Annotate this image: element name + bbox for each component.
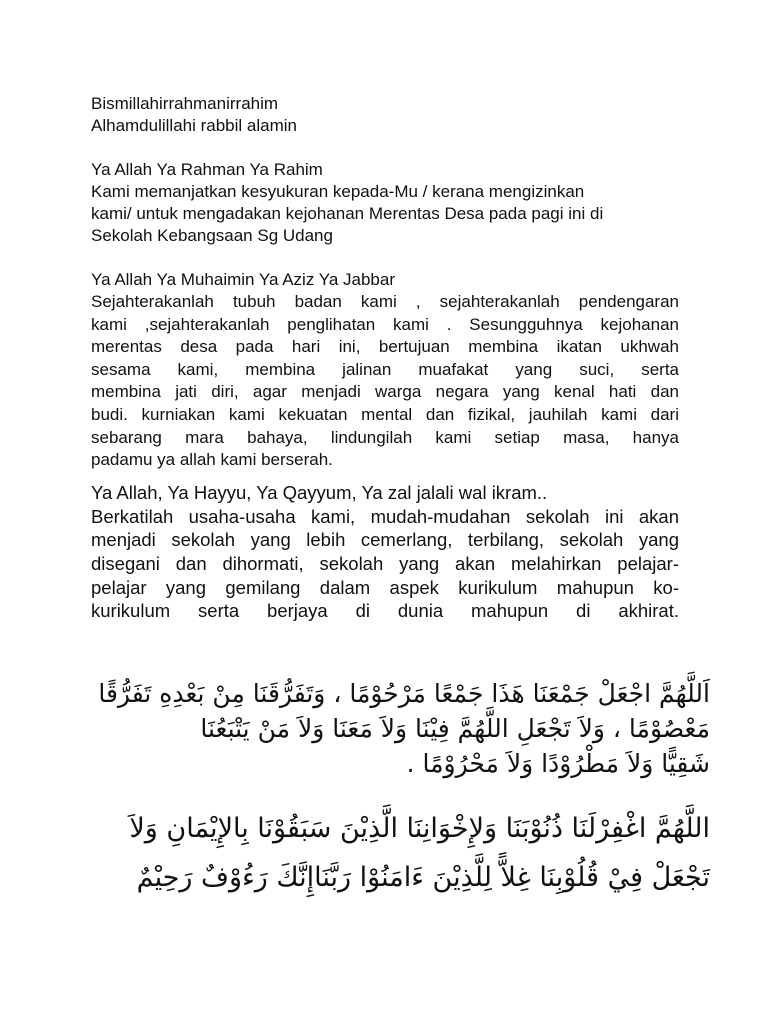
arabic-line: اللَّهُمَّ اغْفِرْلَنَا ذُنُوْبَنَا وَلإِخْوَانِنَا الَّذِيْنَ سَبَقُوْنَا بِالإِيْمَانِ وَلاَ xyxy=(129,813,710,844)
document-page xyxy=(91,93,679,623)
section1-line: Sekolah Kebangsaan Sg Udang xyxy=(91,226,333,245)
spacer xyxy=(91,247,679,269)
section2-line: merentas desa pada hari ini, bertujuan membina ikatan ukhwah xyxy=(91,337,679,357)
section3-line: Berkatilah usaha-usaha kami, mudah-mudahan sekolah ini akan xyxy=(91,505,679,527)
arabic-line: مَعْصُوْمًا ، وَلاَ تَجْعَلِ اللَّهُمَّ فِيْنَا وَلاَ مَعَنَا وَلاَ مَنْ يَتْبَعُنَا xyxy=(200,714,710,743)
section2-line: sebarang mara bahaya, lindungilah kami setiap masa, hanya xyxy=(91,427,679,447)
section2-line: budi. kurniakan kami kekuatan mental dan fizikal, jauhilah kami dari xyxy=(91,404,679,424)
arabic-line: شَقِيًّا وَلاَ مَطْرُوْدًا وَلاَ مَحْرُوْمًا . xyxy=(406,749,710,778)
arabic-prayer-1 xyxy=(60,676,710,781)
section2-line: kami ,sejahterakanlah penglihatan kami . Sesungguhnya kejohanan xyxy=(91,314,679,334)
section3-line: kurikulum serta berjaya di dunia mahupun di akhirat. xyxy=(91,600,679,622)
section1-line: Kami memanjatkan kesyukuran kepada-Mu / kerana mengizinkan xyxy=(91,182,585,201)
arabic-line: اَللَّهُمَّ اجْعَلْ جَمْعَنَا هَذَا جَمْعًا مَرْحُوْمًا ، وَتَفَرُّقَنَا مِنْ بَعْدِهِ تَفَرُّقًا xyxy=(98,679,710,708)
section2-line: padamu ya allah kami berserah. xyxy=(91,450,333,470)
section2-heading: Ya Allah Ya Muhaimin Ya Aziz Ya Jabbar xyxy=(91,270,395,289)
arabic-prayer-2 xyxy=(60,804,710,902)
opening-line: Bismillahirrahmanirrahim xyxy=(91,94,279,113)
section3-line: pelajar yang gemilang dalam aspek kurikulum mahupun ko- xyxy=(91,576,679,598)
section2-line: membina jati diri, agar menjadi warga negara yang kenal hati dan xyxy=(91,382,679,402)
section3-heading: Ya Allah, Ya Hayyu, Ya Qayyum, Ya zal jalali wal ikram.. xyxy=(91,481,548,503)
opening-line: Alhamdulillahi rabbil alamin xyxy=(91,116,297,135)
section2-line: sesama kami, membina jalinan muafakat yang suci, serta xyxy=(91,359,679,379)
arabic-line: تَجْعَلْ فِيْ قُلُوْبِنَا غِلاًّ لِلَّذِيْنَ ءَامَنُوْا رَبَّنَاإِنَّكَ رَءُوْفٌ رَحِيْمٌ xyxy=(136,862,710,893)
section1-heading: Ya Allah Ya Rahman Ya Rahim xyxy=(91,160,323,179)
section3-line: menjadi sekolah yang lebih cemerlang, terbilang, sekolah yang xyxy=(91,529,679,551)
section1-line: kami/ untuk mengadakan kejohanan Merentas Desa pada pagi ini di xyxy=(91,204,604,223)
spacer xyxy=(91,137,679,159)
section2-line: Sejahterakanlah tubuh badan kami , sejahterakanlah pendengaran xyxy=(91,292,679,311)
section3-line: disegani dan dihormati, sekolah yang akan melahirkan pelajar- xyxy=(91,552,679,574)
